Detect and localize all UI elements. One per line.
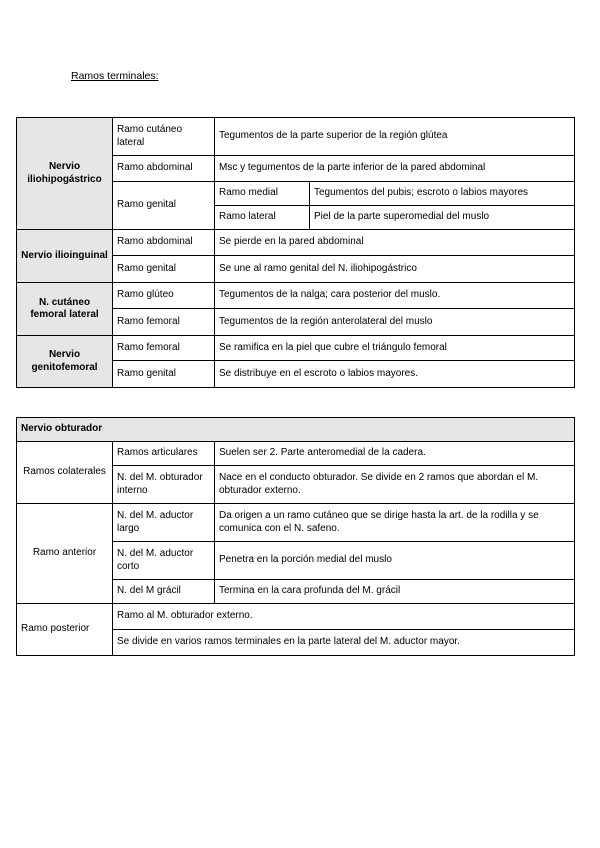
nerve-cutaneo-femoral-lateral: N. cutáneo femoral lateral <box>17 283 113 336</box>
table-row <box>17 336 575 361</box>
table-row <box>17 604 575 630</box>
description-cell: Penetra en la porción medial del muslo <box>215 542 575 580</box>
table-row <box>17 283 575 309</box>
table-row <box>17 504 575 542</box>
table-title: Nervio obturador <box>17 418 575 442</box>
description-cell: Se distribuye en el escroto o labios mayores. <box>215 361 575 388</box>
description-cell: Se ramifica en la piel que cubre el triángulo femoral <box>215 336 575 361</box>
branch-cell: Ramo genital <box>113 256 215 283</box>
table-row <box>17 230 575 256</box>
branch-cell: N. del M grácil <box>113 580 215 604</box>
nerve-genitofemoral: Nervio genitofemoral <box>17 336 113 388</box>
description-cell: Tegumentos de la región anterolateral del muslo <box>215 309 575 336</box>
branch-cell: Ramo cutáneo lateral <box>113 118 215 156</box>
table-row <box>17 442 575 466</box>
nerve-ilioinguinal: Nervio ilioinguinal <box>17 230 113 283</box>
branch-cell: Ramos articulares <box>113 442 215 466</box>
branch-cell: Ramo genital <box>113 182 215 230</box>
branch-cell: Ramo femoral <box>113 309 215 336</box>
branch-cell: Ramo abdominal <box>113 156 215 182</box>
branch-cell: Ramo glúteo <box>113 283 215 309</box>
nervio-obturador-table <box>16 417 575 656</box>
group-label-anterior: Ramo anterior <box>17 504 113 604</box>
description-cell: Tegumentos del pubis; escroto o labios mayores <box>310 182 575 206</box>
table-row <box>17 118 575 156</box>
description-cell: Se pierde en la pared abdominal <box>215 230 575 256</box>
group-label-colaterales: Ramos colaterales <box>17 442 113 504</box>
group-label-posterior: Ramo posterior <box>17 604 113 656</box>
description-cell: Se une al ramo genital del N. iliohipogástrico <box>215 256 575 283</box>
branch-cell: N. del M. obturador interno <box>113 466 215 504</box>
description-cell: Suelen ser 2. Parte anteromedial de la cadera. <box>215 442 575 466</box>
sub-branch-cell: Ramo medial <box>215 182 310 206</box>
description-cell: Tegumentos de la nalga; cara posterior del muslo. <box>215 283 575 309</box>
description-cell: Termina en la cara profunda del M. grácil <box>215 580 575 604</box>
description-cell: Se divide en varios ramos terminales en la parte lateral del M. aductor mayor. <box>113 630 575 656</box>
description-cell: Nace en el conducto obturador. Se divide en 2 ramos que abordan el M. obturador externo. <box>215 466 575 504</box>
section-heading: Ramos terminales: <box>71 70 159 82</box>
description-cell: Ramo al M. obturador externo. <box>113 604 575 630</box>
branch-cell: N. del M. aductor corto <box>113 542 215 580</box>
description-cell: Tegumentos de la parte superior de la región glútea <box>215 118 575 156</box>
description-cell: Piel de la parte superomedial del muslo <box>310 206 575 230</box>
description-cell: Da origen a un ramo cutáneo que se dirige hasta la art. de la rodilla y se comunica con el N. safeno. <box>215 504 575 542</box>
branch-cell: N. del M. aductor largo <box>113 504 215 542</box>
sub-branch-cell: Ramo lateral <box>215 206 310 230</box>
nerve-iliohipogastrico: Nervio iliohipogástrico <box>17 118 113 230</box>
ramos-terminales-table <box>16 117 575 388</box>
table-header-row <box>17 418 575 442</box>
branch-cell: Ramo genital <box>113 361 215 388</box>
description-cell: Msc y tegumentos de la parte inferior de la pared abdominal <box>215 156 575 182</box>
branch-cell: Ramo femoral <box>113 336 215 361</box>
branch-cell: Ramo abdominal <box>113 230 215 256</box>
